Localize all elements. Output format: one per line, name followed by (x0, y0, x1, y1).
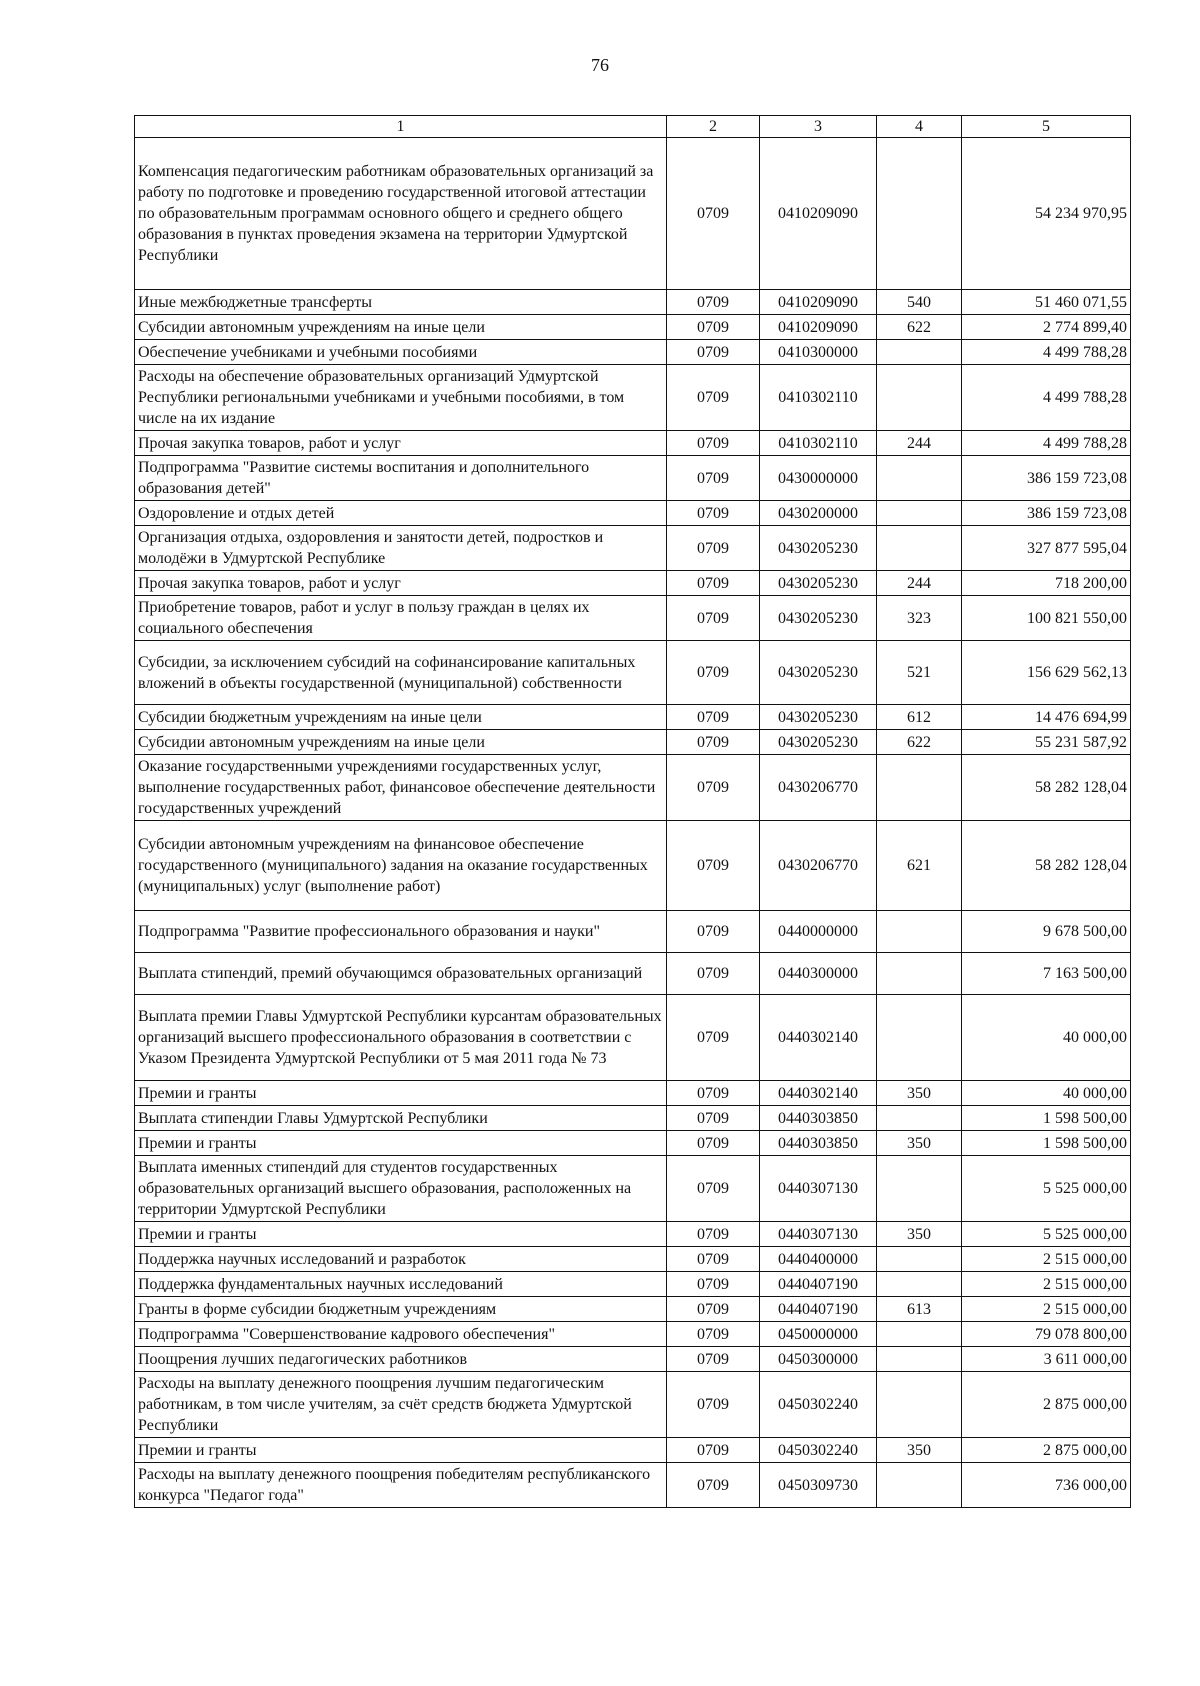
row-section-code: 0709 (667, 1438, 760, 1463)
row-amount: 100 821 550,00 (962, 596, 1131, 641)
row-target-code: 0440307130 (760, 1156, 877, 1222)
header-col-3: 3 (760, 116, 877, 138)
row-expense-type (877, 1463, 962, 1508)
row-name: Обеспечение учебниками и учебными пособиями (135, 340, 667, 365)
row-name: Субсидии бюджетным учреждениям на иные цели (135, 705, 667, 730)
row-expense-type (877, 1372, 962, 1438)
row-target-code: 0440303850 (760, 1106, 877, 1131)
table-row (135, 1081, 1131, 1106)
table-row (135, 501, 1131, 526)
row-expense-type (877, 1322, 962, 1347)
row-target-code: 0450302240 (760, 1438, 877, 1463)
row-amount: 386 159 723,08 (962, 501, 1131, 526)
row-section-code: 0709 (667, 1272, 760, 1297)
row-name: Прочая закупка товаров, работ и услуг (135, 431, 667, 456)
row-amount: 40 000,00 (962, 995, 1131, 1081)
table-row (135, 1347, 1131, 1372)
row-name: Премии и гранты (135, 1131, 667, 1156)
row-name: Расходы на выплату денежного поощрения победителям республиканского конкурса "Педагог года" (135, 1463, 667, 1508)
row-name: Поддержка фундаментальных научных исследований (135, 1272, 667, 1297)
row-expense-type: 613 (877, 1297, 962, 1322)
row-amount: 4 499 788,28 (962, 431, 1131, 456)
row-expense-type: 521 (877, 641, 962, 705)
row-section-code: 0709 (667, 641, 760, 705)
row-amount: 4 499 788,28 (962, 340, 1131, 365)
row-name: Поощрения лучших педагогических работников (135, 1347, 667, 1372)
row-target-code: 0440407190 (760, 1297, 877, 1322)
row-expense-type: 244 (877, 571, 962, 596)
row-name: Оказание государственными учреждениями государственных услуг, выполнение государственных работ, финансовое обеспечение деятельности государственных учреждений (135, 755, 667, 821)
table-row (135, 1247, 1131, 1272)
row-name: Субсидии автономным учреждениям на иные цели (135, 730, 667, 755)
row-name: Выплата премии Главы Удмуртской Республики курсантам образовательных организаций высшего профессионального образования в соответствии с Указом Президента Удмуртской Республики от 5 мая 2011 года № 73 (135, 995, 667, 1081)
table-row (135, 755, 1131, 821)
row-section-code: 0709 (667, 1463, 760, 1508)
row-target-code: 0430205230 (760, 705, 877, 730)
row-target-code: 0430000000 (760, 456, 877, 501)
row-name: Выплата стипендий, премий обучающимся образовательных организаций (135, 953, 667, 995)
row-amount: 736 000,00 (962, 1463, 1131, 1508)
row-amount: 14 476 694,99 (962, 705, 1131, 730)
row-expense-type: 350 (877, 1081, 962, 1106)
row-amount: 7 163 500,00 (962, 953, 1131, 995)
table-row (135, 431, 1131, 456)
row-section-code: 0709 (667, 571, 760, 596)
row-expense-type (877, 1347, 962, 1372)
row-target-code: 0430206770 (760, 755, 877, 821)
row-amount: 156 629 562,13 (962, 641, 1131, 705)
row-target-code: 0440307130 (760, 1222, 877, 1247)
row-section-code: 0709 (667, 456, 760, 501)
row-target-code: 0440000000 (760, 911, 877, 953)
row-target-code: 0440302140 (760, 1081, 877, 1106)
table-row (135, 315, 1131, 340)
row-target-code: 0440300000 (760, 953, 877, 995)
row-amount: 386 159 723,08 (962, 456, 1131, 501)
row-expense-type (877, 953, 962, 995)
table-row (135, 1272, 1131, 1297)
table-row (135, 1222, 1131, 1247)
row-name: Расходы на выплату денежного поощрения лучшим педагогическим работникам, в том числе учителям, за счёт средств бюджета Удмуртской Республики (135, 1372, 667, 1438)
row-section-code: 0709 (667, 431, 760, 456)
table-row (135, 995, 1131, 1081)
row-amount: 2 875 000,00 (962, 1372, 1131, 1438)
row-expense-type: 622 (877, 730, 962, 755)
row-amount: 9 678 500,00 (962, 911, 1131, 953)
row-expense-type: 323 (877, 596, 962, 641)
table-row (135, 290, 1131, 315)
row-section-code: 0709 (667, 596, 760, 641)
row-section-code: 0709 (667, 315, 760, 340)
row-amount: 51 460 071,55 (962, 290, 1131, 315)
row-amount: 2 875 000,00 (962, 1438, 1131, 1463)
row-name: Субсидии, за исключением субсидий на софинансирование капитальных вложений в объекты государственной (муниципальной) собственности (135, 641, 667, 705)
row-section-code: 0709 (667, 290, 760, 315)
row-expense-type (877, 1247, 962, 1272)
row-section-code: 0709 (667, 1347, 760, 1372)
row-amount: 58 282 128,04 (962, 755, 1131, 821)
row-amount: 2 515 000,00 (962, 1247, 1131, 1272)
header-col-5: 5 (962, 116, 1131, 138)
row-amount: 2 515 000,00 (962, 1272, 1131, 1297)
row-section-code: 0709 (667, 911, 760, 953)
row-section-code: 0709 (667, 730, 760, 755)
row-amount: 1 598 500,00 (962, 1131, 1131, 1156)
row-name: Расходы на обеспечение образовательных организаций Удмуртской Республики региональными учебниками и учебными пособиями, в том числе на их издание (135, 365, 667, 431)
row-target-code: 0410209090 (760, 290, 877, 315)
table-row (135, 138, 1131, 290)
row-section-code: 0709 (667, 1131, 760, 1156)
row-amount: 327 877 595,04 (962, 526, 1131, 571)
row-target-code: 0430206770 (760, 821, 877, 911)
row-target-code: 0410209090 (760, 315, 877, 340)
table-row (135, 641, 1131, 705)
row-section-code: 0709 (667, 1156, 760, 1222)
row-amount: 718 200,00 (962, 571, 1131, 596)
row-expense-type (877, 501, 962, 526)
table-row (135, 1131, 1131, 1156)
row-expense-type (877, 1106, 962, 1131)
table-row (135, 365, 1131, 431)
row-expense-type (877, 365, 962, 431)
row-expense-type: 621 (877, 821, 962, 911)
page-number: 76 (591, 55, 609, 75)
row-target-code: 0430205230 (760, 596, 877, 641)
row-section-code: 0709 (667, 1297, 760, 1322)
row-section-code: 0709 (667, 1222, 760, 1247)
row-name: Подпрограмма "Совершенствование кадрового обеспечения" (135, 1322, 667, 1347)
table-row (135, 705, 1131, 730)
row-section-code: 0709 (667, 501, 760, 526)
row-target-code: 0430205230 (760, 526, 877, 571)
row-amount: 5 525 000,00 (962, 1222, 1131, 1247)
table-row (135, 1438, 1131, 1463)
row-section-code: 0709 (667, 365, 760, 431)
row-amount: 2 515 000,00 (962, 1297, 1131, 1322)
table-row (135, 1297, 1131, 1322)
table-row (135, 1156, 1131, 1222)
row-section-code: 0709 (667, 526, 760, 571)
row-expense-type: 540 (877, 290, 962, 315)
row-expense-type: 612 (877, 705, 962, 730)
row-section-code: 0709 (667, 1106, 760, 1131)
table-row (135, 730, 1131, 755)
row-name: Подпрограмма "Развитие системы воспитания и дополнительного образования детей" (135, 456, 667, 501)
table-row (135, 821, 1131, 911)
row-amount: 4 499 788,28 (962, 365, 1131, 431)
row-expense-type (877, 138, 962, 290)
table-row (135, 526, 1131, 571)
row-name: Гранты в форме субсидии бюджетным учреждениям (135, 1297, 667, 1322)
row-expense-type: 350 (877, 1438, 962, 1463)
row-name: Премии и гранты (135, 1081, 667, 1106)
row-target-code: 0410302110 (760, 431, 877, 456)
header-col-2: 2 (667, 116, 760, 138)
row-amount: 40 000,00 (962, 1081, 1131, 1106)
row-section-code: 0709 (667, 755, 760, 821)
row-amount: 58 282 128,04 (962, 821, 1131, 911)
row-section-code: 0709 (667, 1322, 760, 1347)
row-name: Прочая закупка товаров, работ и услуг (135, 571, 667, 596)
budget-table (134, 115, 1131, 1508)
table-row (135, 1106, 1131, 1131)
row-amount: 1 598 500,00 (962, 1106, 1131, 1131)
row-name: Оздоровление и отдых детей (135, 501, 667, 526)
row-name: Организация отдыха, оздоровления и занятости детей, подростков и молодёжи в Удмуртской Республике (135, 526, 667, 571)
row-expense-type (877, 340, 962, 365)
row-target-code: 0430205230 (760, 571, 877, 596)
row-section-code: 0709 (667, 340, 760, 365)
table-row (135, 596, 1131, 641)
row-expense-type: 244 (877, 431, 962, 456)
row-section-code: 0709 (667, 1372, 760, 1438)
row-target-code: 0440400000 (760, 1247, 877, 1272)
row-name: Приобретение товаров, работ и услуг в пользу граждан в целях их социального обеспечения (135, 596, 667, 641)
row-target-code: 0450300000 (760, 1347, 877, 1372)
row-name: Выплата стипендии Главы Удмуртской Республики (135, 1106, 667, 1131)
row-section-code: 0709 (667, 705, 760, 730)
row-name: Подпрограмма "Развитие профессионального образования и науки" (135, 911, 667, 953)
table-row (135, 340, 1131, 365)
header-row (135, 116, 1131, 138)
table-row (135, 1463, 1131, 1508)
row-amount: 54 234 970,95 (962, 138, 1131, 290)
row-target-code: 0430205230 (760, 641, 877, 705)
row-name: Субсидии автономным учреждениям на иные цели (135, 315, 667, 340)
row-section-code: 0709 (667, 953, 760, 995)
row-amount: 79 078 800,00 (962, 1322, 1131, 1347)
row-target-code: 0410300000 (760, 340, 877, 365)
row-target-code: 0450309730 (760, 1463, 877, 1508)
row-expense-type (877, 755, 962, 821)
row-section-code: 0709 (667, 995, 760, 1081)
row-name: Премии и гранты (135, 1438, 667, 1463)
table-row (135, 1322, 1131, 1347)
row-target-code: 0450000000 (760, 1322, 877, 1347)
row-expense-type (877, 995, 962, 1081)
row-target-code: 0410302110 (760, 365, 877, 431)
header-col-1: 1 (135, 116, 667, 138)
row-target-code: 0440407190 (760, 1272, 877, 1297)
row-section-code: 0709 (667, 1247, 760, 1272)
row-expense-type (877, 1156, 962, 1222)
row-section-code: 0709 (667, 138, 760, 290)
row-target-code: 0440302140 (760, 995, 877, 1081)
row-section-code: 0709 (667, 1081, 760, 1106)
row-expense-type (877, 456, 962, 501)
row-expense-type: 350 (877, 1131, 962, 1156)
table-row (135, 911, 1131, 953)
row-amount: 3 611 000,00 (962, 1347, 1131, 1372)
row-target-code: 0430200000 (760, 501, 877, 526)
row-target-code: 0440303850 (760, 1131, 877, 1156)
row-name: Компенсация педагогическим работникам образовательных организаций за работу по подготовке и проведению государственной итоговой аттестации по образовательным программам основного общего и среднего общего образования в пунктах проведения экзамена на территории Удмуртской Республики (135, 138, 667, 290)
row-name: Иные межбюджетные трансферты (135, 290, 667, 315)
row-amount: 2 774 899,40 (962, 315, 1131, 340)
table-row (135, 953, 1131, 995)
row-target-code: 0450302240 (760, 1372, 877, 1438)
row-amount: 55 231 587,92 (962, 730, 1131, 755)
table-row (135, 1372, 1131, 1438)
table-row (135, 571, 1131, 596)
row-target-code: 0410209090 (760, 138, 877, 290)
row-name: Поддержка научных исследований и разработок (135, 1247, 667, 1272)
row-name: Премии и гранты (135, 1222, 667, 1247)
header-col-4: 4 (877, 116, 962, 138)
row-name: Выплата именных стипендий для студентов государственных образовательных организаций высшего образования, расположенных на территории Удмуртской Республики (135, 1156, 667, 1222)
row-expense-type (877, 911, 962, 953)
row-expense-type (877, 1272, 962, 1297)
row-name: Субсидии автономным учреждениям на финансовое обеспечение государственного (муниципального) задания на оказание государственных (муниципальных) услуг (выполнение работ) (135, 821, 667, 911)
row-expense-type: 350 (877, 1222, 962, 1247)
table-row (135, 456, 1131, 501)
row-expense-type: 622 (877, 315, 962, 340)
row-expense-type (877, 526, 962, 571)
row-target-code: 0430205230 (760, 730, 877, 755)
row-section-code: 0709 (667, 821, 760, 911)
row-amount: 5 525 000,00 (962, 1156, 1131, 1222)
